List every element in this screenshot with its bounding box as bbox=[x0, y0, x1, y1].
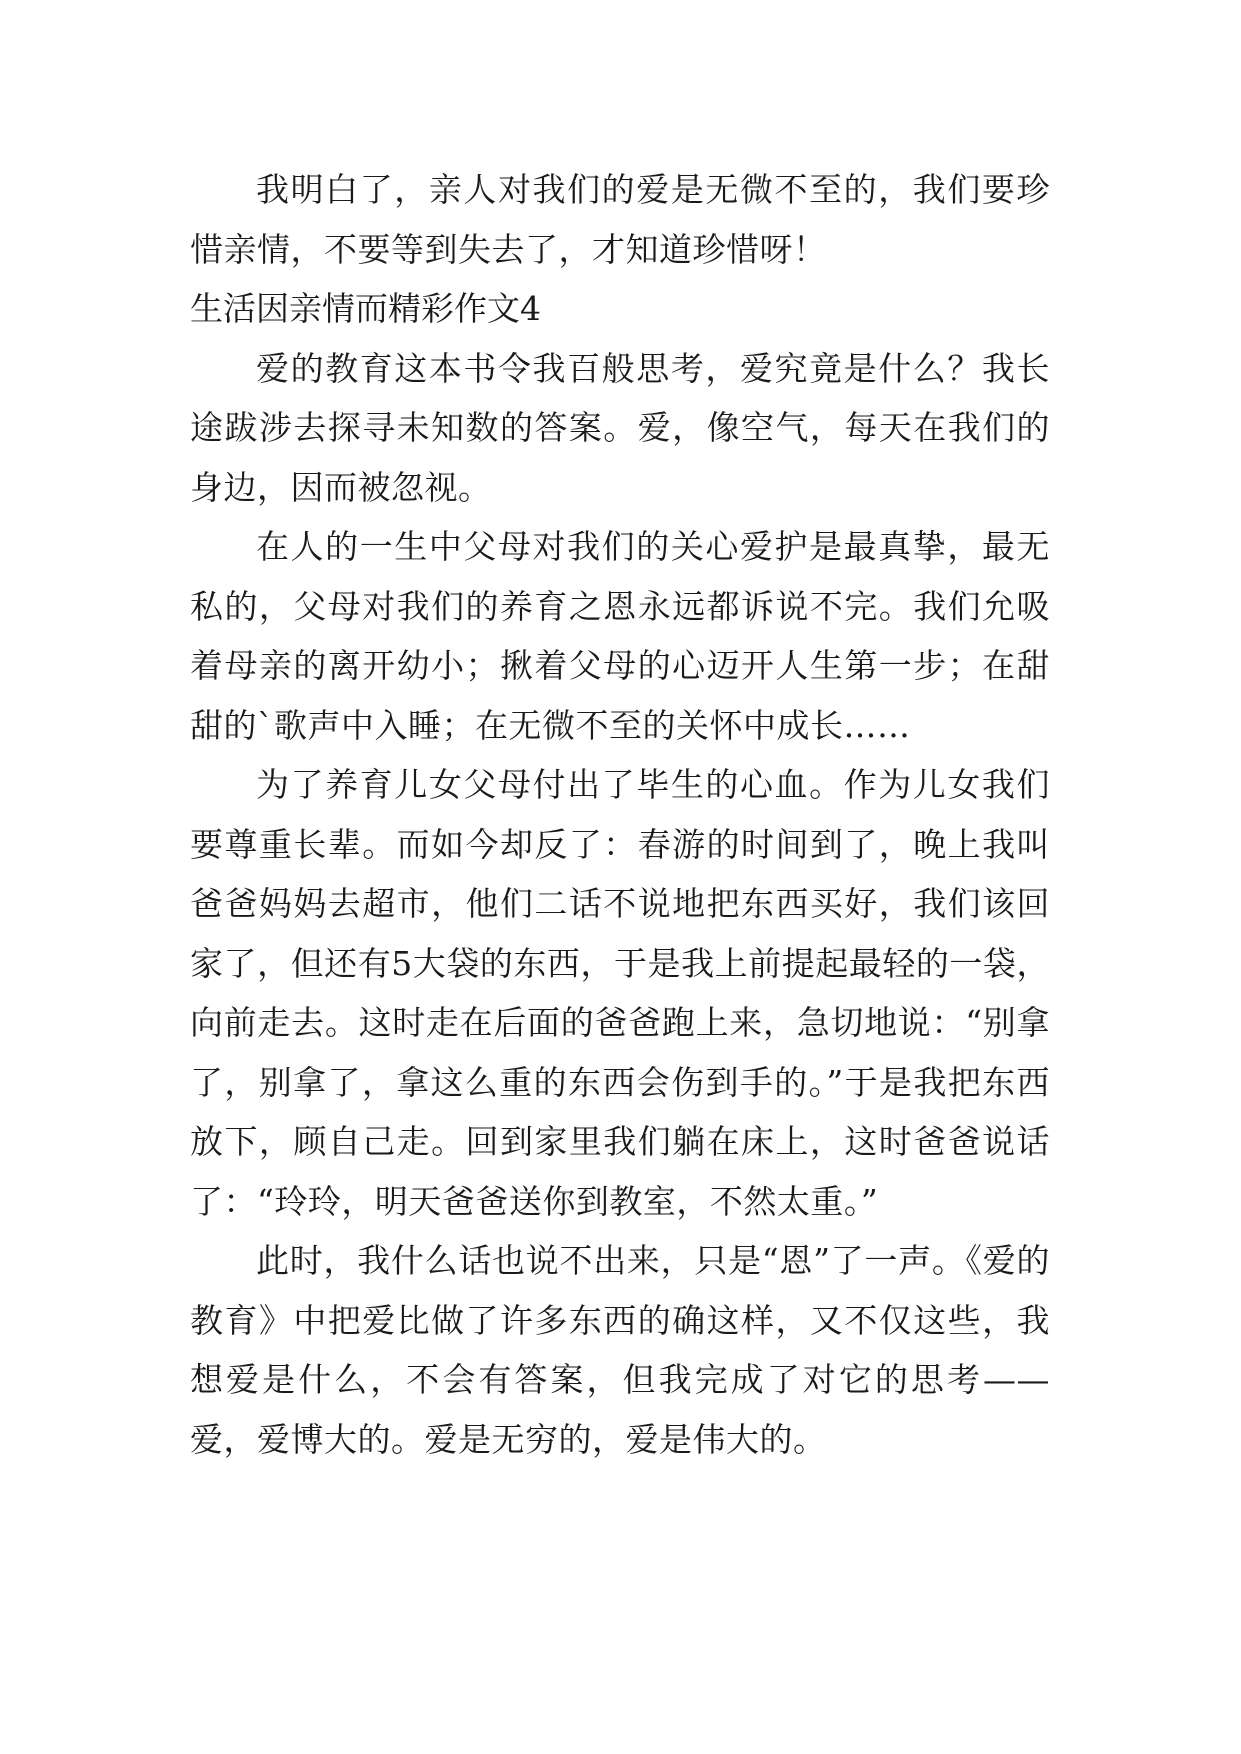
paragraph-conclusion: 我明白了，亲人对我们的爱是无微不至的，我们要珍惜亲情，不要等到失去了，才知道珍惜呀！ bbox=[190, 170, 1050, 269]
paragraph-1: 爱的教育这本书令我百般思考，爱究竟是什么？我长途跋涉去探寻未知数的答案。爱，像空气，每天在我们的身边，因而被忽视。 bbox=[190, 348, 1050, 507]
paragraph-2: 在人的一生中父母对我们的关心爱护是最真挚，最无私的，父母对我们的养育之恩永远都诉说不完。我们允吸着母亲的离开幼小；揪着父母的心迈开人生第一步；在甜甜的`歌声中入睡；在无微不至的关怀中成长…… bbox=[190, 527, 1050, 745]
paragraph-3: 为了养育儿女父母付出了毕生的心血。作为儿女我们要尊重长辈。而如今却反了：春游的时间到了，晚上我叫爸爸妈妈去超市，他们二话不说地把东西买好，我们该回家了，但还有5大袋的东西，于是我上前提起最轻的一袋，向前走去。这时走在后面的爸爸跑上来，急切地说：“别拿了，别拿了，拿这么重的东西会伤到手的。”于是我把东西放下，顾自己走。回到家里我们躺在床上，这时爸爸说话了：“玲玲，明天爸爸送你到教室，不然太重。” bbox=[190, 765, 1050, 1221]
document-body bbox=[190, 160, 1050, 1469]
essay-heading: 生活因亲情而精彩作文4 bbox=[190, 289, 541, 328]
paragraph-4: 此时，我什么话也说不出来，只是“恩”了一声。《爱的教育》中把爱比做了许多东西的确这样，又不仅这些，我想爱是什么，不会有答案，但我完成了对它的思考——爱，爱博大的。爱是无穷的，爱是伟大的。 bbox=[190, 1241, 1050, 1459]
